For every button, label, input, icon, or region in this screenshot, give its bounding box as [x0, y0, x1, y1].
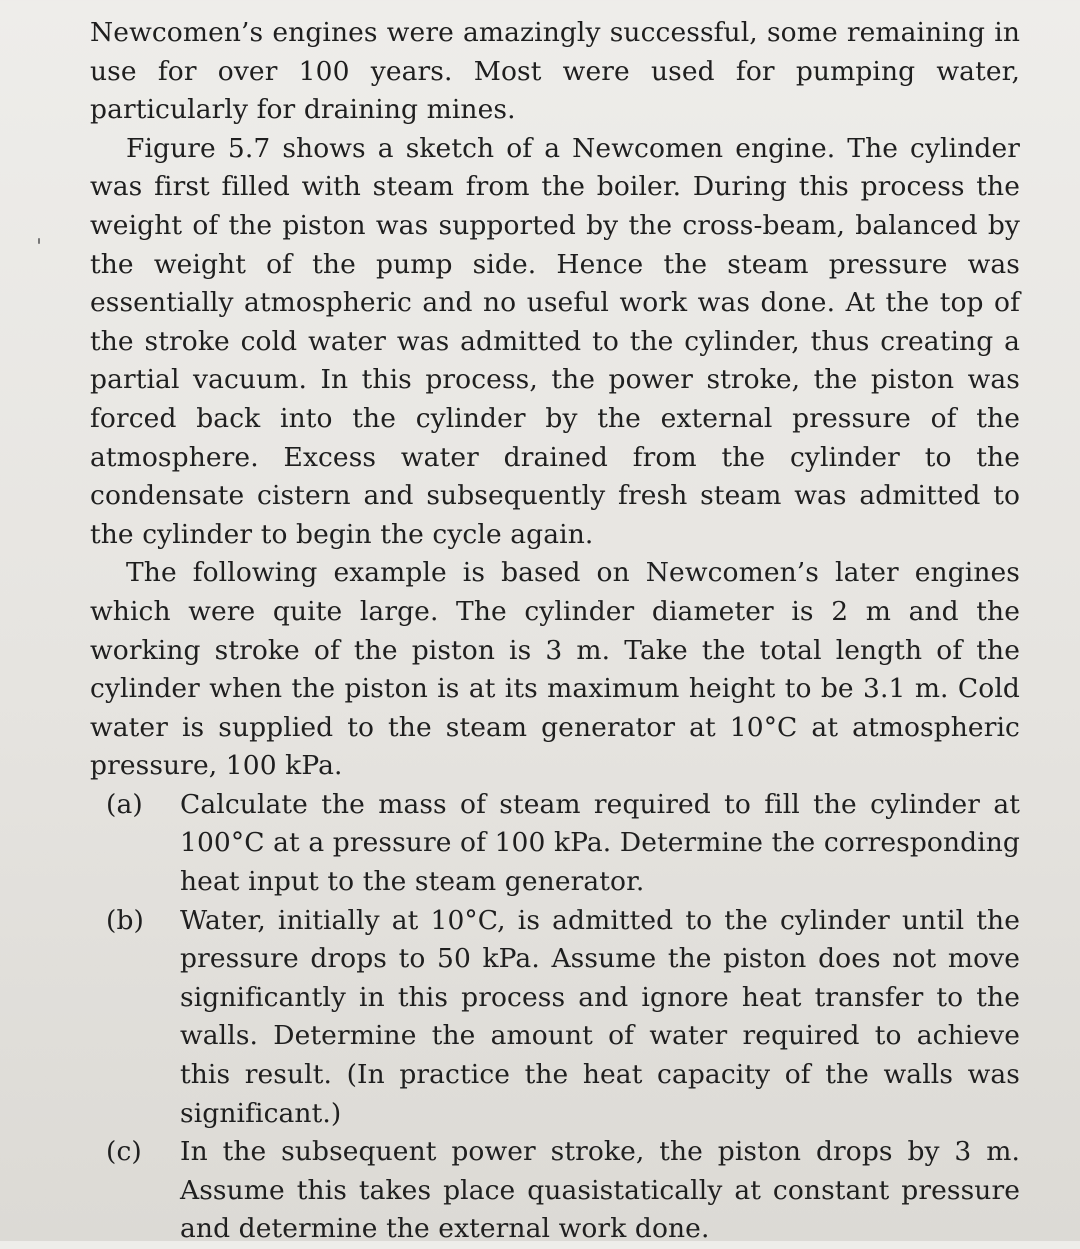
- part-text-c: In the subsequent power stroke, the piston drops by 3 m. Assume this takes place quasistatically at constant pressure and determine the external work done.: [180, 1136, 1020, 1245]
- page-speck: [38, 238, 40, 244]
- part-text-a: Calculate the mass of steam required to fill the cylinder at 100°C at a pressure of 100 kPa. Determine the corresponding heat input to the steam generator.: [180, 788, 1020, 898]
- problem-part-b: [90, 902, 1020, 1134]
- problem-parts-list: [90, 786, 1020, 1249]
- part-text-b: Water, initially at 10°C, is admitted to the cylinder until the pressure drops to 50 kPa. Assume the piston does not move significantly in this process and ignore heat transfer to the walls. Determine the amount of water required to achieve this result. (In practice the heat capacity of the walls was significant.): [180, 904, 1020, 1129]
- problem-part-a: [90, 786, 1020, 902]
- part-label-c: (c): [106, 1136, 142, 1168]
- paragraph-newcomen-success: Newcomen’s engines were amazingly successful, some remaining in use for over 100 years. Most were used for pumping water, particularly for draining mines.: [90, 17, 1020, 126]
- part-label-a: (a): [106, 788, 143, 820]
- paragraph-example-setup: The following example is based on Newcomen’s later engines which were quite large. The cylinder diameter is 2 m and the working stroke of the piston is 3 m. Take the total length of the cylinder when the piston is at its maximum height to be 3.1 m. Cold water is supplied to the steam generator at 10°C at atmospheric pressure, 100 kPa.: [90, 557, 1020, 782]
- part-label-b: (b): [106, 904, 144, 936]
- text-column: [90, 14, 1020, 1249]
- paragraph-engine-description: Figure 5.7 shows a sketch of a Newcomen engine. The cylinder was first filled with steam from the boiler. During this process the weight of the piston was supported by the cross-beam, balanced by the weight of the pump side. Hence the steam pressure was essentially atmospheric and no useful work was done. At the top of the stroke cold water was admitted to the cylinder, thus creating a partial vacuum. In this process, the power stroke, the piston was forced back into the cylinder by the external pressure of the atmosphere. Excess water drained from the cylinder to the condensate cistern and subsequently fresh steam was admitted to the cylinder to begin the cycle again.: [90, 132, 1020, 550]
- problem-part-c: [90, 1133, 1020, 1249]
